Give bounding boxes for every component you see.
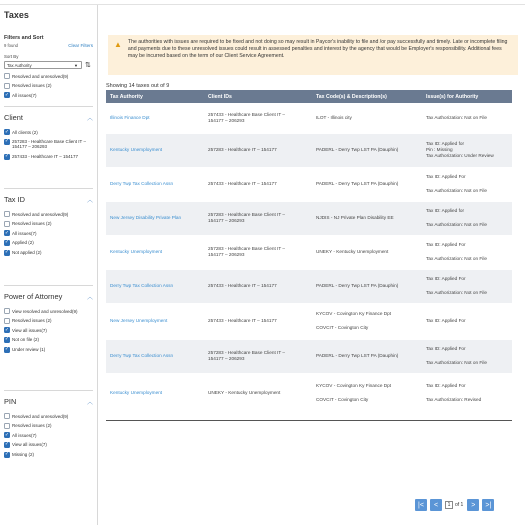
filter-option-label: Under review (1) (12, 347, 46, 353)
tax-code-line: ILOT - Illinois city (316, 114, 352, 120)
filter-option[interactable] (4, 347, 93, 353)
filter-option[interactable] (4, 250, 93, 256)
cell-tax-codes (312, 269, 422, 303)
filter-option-label: 257433 - Healthcare IT – 154177 (12, 154, 78, 160)
issue-line: Tax Authorization: Not on File (426, 114, 487, 120)
checkbox-checked-icon[interactable]: ✓ (4, 451, 10, 458)
issue-line: Tax ID: Applied for (426, 208, 465, 213)
client-id-line: 257283 - Healthcare Base Client IT – (208, 246, 286, 251)
showing-count: Showing 14 taxes out of 9 (106, 83, 170, 89)
checkbox-checked-icon[interactable]: ✓ (4, 229, 10, 236)
cell-tax-authority (106, 167, 204, 201)
table-row (106, 303, 512, 339)
checkbox-checked-icon[interactable]: ✓ (4, 431, 10, 438)
sort-order-icon[interactable]: ⇅ (85, 61, 91, 69)
filters-title: Filters and Sort (4, 35, 44, 41)
chevron-up-icon[interactable]: ︿ (86, 198, 93, 205)
issue-line: Tax ID: Applied For (426, 346, 466, 351)
filter-group-tax-id (4, 188, 93, 285)
clear-filters-link[interactable]: Clear Filters (68, 43, 93, 48)
group-title-pin: PIN (4, 397, 17, 407)
filter-option[interactable] (4, 413, 93, 419)
filter-option[interactable] (4, 423, 93, 429)
checkbox-checked-icon[interactable]: ✓ (4, 239, 10, 246)
cell-tax-codes (312, 167, 422, 201)
cell-issues (422, 373, 512, 413)
tax-authority-link[interactable]: Kentucky Unemployment (110, 249, 163, 254)
client-id-line: 154177 – 206293 (208, 252, 245, 257)
tax-authority-link[interactable]: Derry Twp Tax Collection Assn (110, 353, 174, 358)
cell-issues (422, 303, 512, 339)
cell-tax-codes (312, 201, 422, 235)
filter-option-label: All clients (2) (12, 129, 38, 135)
client-id-line: 257433 - Healthcare IT – 154177 (208, 318, 277, 323)
filter-option-label: View all issues(7) (12, 442, 47, 448)
checkbox-icon[interactable] (4, 211, 10, 217)
tax-code-line: PADERL - Derry Twp LST PA (Dauphin) (316, 181, 399, 186)
filter-group-client (4, 106, 93, 188)
cell-tax-authority (106, 133, 204, 167)
issue-line: Tax ID: Applied for (426, 141, 465, 146)
cell-issues (422, 339, 512, 373)
pagination (415, 499, 497, 511)
header-client-ids[interactable]: Client IDs (204, 90, 312, 103)
filter-option[interactable] (4, 92, 93, 98)
chevron-up-icon[interactable]: ︿ (86, 116, 93, 123)
issue-line: Tax ID: Applied For (426, 383, 466, 388)
client-id-line: 154177 – 206293 (208, 356, 245, 361)
filter-option-label: All issues(7) (12, 432, 37, 438)
alert-text: The authorities with issues are required to be fixed and not doing so may result in Paycor's inability to file and /or pay successfully and timely. Late or incomplete filing and payments due to these unresolved issues could result in assessed penalties and interest by the agency that would be Employer's responsibility. Additional fees may be incurred based on the term of our Client Service Agreement. (127, 39, 508, 59)
checkbox-checked-icon[interactable]: ✓ (4, 138, 10, 145)
table-bottom-rule (106, 420, 512, 421)
next-page-button[interactable]: > (467, 499, 479, 511)
cell-issues (422, 103, 512, 133)
tax-authority-link[interactable]: Kentucky Unemployment (110, 147, 163, 152)
filter-option-label: All issues(7) (12, 230, 37, 236)
cell-client-ids (204, 373, 312, 413)
filter-option-label: Resolved and unresolved(9) (12, 413, 69, 419)
sort-by-label: Sort By (4, 54, 19, 59)
filter-group-pin (4, 390, 93, 457)
issue-line: Tax ID: Applied For (426, 276, 466, 281)
cell-tax-authority (106, 269, 204, 303)
tax-authority-link[interactable]: Kentucky Unemployment (110, 390, 163, 395)
cell-issues (422, 201, 512, 235)
filter-option[interactable] (4, 154, 93, 160)
cell-issues (422, 235, 512, 269)
issue-line: Tax Authorization: Not on File (426, 188, 487, 193)
issue-line: Tax ID: Applied For (426, 242, 466, 247)
filter-option-label: Not applied (2) (12, 250, 42, 256)
cell-client-ids (204, 103, 312, 133)
checkbox-checked-icon[interactable]: ✓ (4, 326, 10, 333)
group-title-client: Client (4, 113, 23, 123)
checkbox-checked-icon[interactable]: ✓ (4, 128, 10, 135)
prev-page-button[interactable]: < (430, 499, 442, 511)
filter-option[interactable] (4, 308, 93, 314)
last-page-button[interactable]: >| (482, 499, 494, 511)
issue-line: Tax Authorization: Not on File (426, 222, 487, 227)
cell-tax-codes (312, 303, 422, 339)
filters-sidebar (0, 5, 98, 525)
tax-authority-link[interactable]: New Jersey Unemployment (110, 318, 168, 323)
filter-option[interactable] (4, 318, 93, 324)
tax-code-line: PADERL - Derry Twp LST PA (Dauphin) (316, 147, 399, 152)
main-content (106, 5, 520, 421)
filter-option-label: Missing (2) (12, 452, 35, 458)
taxes-table (106, 90, 512, 414)
tax-code-line: KYCOV - Covington Ky Finance Dpt (316, 383, 392, 388)
checkbox-icon[interactable] (4, 73, 10, 79)
filter-option-label: View resolved and unresolved(9) (12, 308, 78, 314)
filter-option[interactable] (4, 221, 93, 227)
tax-authority-link[interactable]: Illinois Finance Dpt (110, 114, 150, 120)
client-id-line: 257283 - Healthcare Base Client IT – (208, 212, 286, 217)
issue-line: Tax Authorization: Not on File (426, 360, 487, 365)
tax-code-line: PADERL - Derry Twp LST PA (Dauphin) (316, 353, 399, 358)
issue-line: Tax Authorization: Revised (426, 397, 482, 402)
sort-by-value: Tax Authority (7, 62, 32, 68)
filter-option-label: Applied (2) (12, 240, 34, 246)
cell-client-ids (204, 235, 312, 269)
filter-option[interactable] (4, 83, 93, 89)
client-id-line: 154177 – 206293 (208, 218, 245, 223)
tax-code-line: COVCIT - Covington City (316, 397, 369, 402)
tax-code-line: KYCOV - Covington Ky Finance Dpt (316, 311, 392, 316)
cell-tax-authority (106, 103, 204, 133)
client-id-line: 257433 - Healthcare IT – 154177 (208, 181, 277, 186)
checkbox-checked-icon[interactable]: ✓ (4, 249, 10, 256)
cell-issues (422, 167, 512, 201)
cell-tax-authority (106, 303, 204, 339)
client-id-line: 154177 – 206293 (208, 117, 245, 123)
filter-option[interactable] (4, 211, 93, 217)
chevron-up-icon[interactable]: ︿ (86, 400, 93, 407)
cell-client-ids (204, 303, 312, 339)
checkbox-icon[interactable] (4, 221, 10, 227)
table-row (106, 133, 512, 167)
cell-client-ids (204, 133, 312, 167)
cell-tax-authority (106, 201, 204, 235)
filter-option[interactable] (4, 432, 93, 438)
tax-authority-link[interactable]: New Jersey Disability Private Plan (110, 215, 182, 220)
filter-option-label: Resolved and unresolved(9) (12, 211, 69, 217)
first-page-button[interactable]: |< (415, 499, 427, 511)
caret-down-icon: ▼ (74, 62, 78, 68)
cell-issues (422, 133, 512, 167)
tax-code-line: NJDIS - NJ Private Plan Disability EE (316, 215, 394, 220)
filter-group-power-of-attorney (4, 285, 93, 390)
cell-issues (422, 269, 512, 303)
tax-code-line: COVCIT - Covington City (316, 325, 369, 330)
filter-option-label: Resolved issues (2) (12, 318, 52, 324)
checkbox-icon[interactable] (4, 423, 10, 429)
filter-option-label: 257283 - Healthcare Base Client IT – 154177 – 206293 (12, 138, 86, 150)
group-title-power-of-attorney: Power of Attorney (4, 292, 63, 302)
table-row (106, 339, 512, 373)
page-number-input[interactable]: 1 (445, 501, 453, 509)
checkbox-icon[interactable] (4, 83, 10, 89)
table-row (106, 167, 512, 201)
filter-option-label: Resolved issues (2) (12, 423, 52, 429)
table-header-row (106, 90, 512, 103)
filter-option[interactable] (4, 452, 93, 458)
filter-option[interactable] (4, 129, 93, 135)
issue-line: Tax ID: Applied For (426, 174, 466, 179)
cell-client-ids (204, 167, 312, 201)
page-total: of 1 (455, 502, 464, 508)
client-id-line: 257433 - Healthcare Base Client IT – (208, 111, 286, 117)
cell-client-ids (204, 269, 312, 303)
checkbox-checked-icon[interactable]: ✓ (4, 346, 10, 353)
cell-client-ids (204, 201, 312, 235)
filter-option-label: All issues(7) (12, 92, 37, 98)
checkbox-checked-icon[interactable]: ✓ (4, 336, 10, 343)
filter-option[interactable] (4, 337, 93, 343)
page-title: Taxes (4, 10, 29, 20)
filter-option-label: Resolved and unresolved(9) (12, 73, 69, 79)
tax-authority-link[interactable]: Derry Twp Tax Collection Assn (110, 181, 174, 186)
cell-tax-authority (106, 373, 204, 413)
tax-code-line: PADERL - Derry Twp LST PA (Dauphin) (316, 283, 399, 288)
cell-tax-authority (106, 339, 204, 373)
cell-tax-codes (312, 235, 422, 269)
filter-option-label: Resolved issues (2) (12, 83, 52, 89)
checkbox-checked-icon[interactable]: ✓ (4, 91, 10, 98)
filter-option[interactable] (4, 230, 93, 236)
warning-icon: ▲ (114, 40, 122, 49)
checkbox-icon[interactable] (4, 308, 10, 314)
client-id-line: 257283 - Healthcare IT – 154177 (208, 147, 277, 152)
cell-tax-codes (312, 133, 422, 167)
issue-line: Tax Authorization: Not on File (426, 256, 487, 261)
filter-option[interactable] (4, 442, 93, 448)
cell-tax-authority (106, 235, 204, 269)
filter-option-label: View all issues(7) (12, 327, 47, 333)
checkbox-icon[interactable] (4, 318, 10, 324)
filter-option-label: Not on file (2) (12, 337, 40, 343)
issue-line: Tax ID: Applied For (426, 318, 466, 323)
cell-client-ids (204, 339, 312, 373)
header-issues[interactable]: Issue(s) for Authority (422, 90, 512, 103)
filter-option[interactable] (4, 139, 93, 150)
found-count: 9 found (4, 43, 18, 48)
issue-line: Tax Authorization: Not on File (426, 290, 487, 295)
filter-option[interactable] (4, 327, 93, 333)
client-id-line: UNEKY - Kentucky Unemployment (208, 390, 281, 395)
group-title-tax-id: Tax ID (4, 195, 25, 205)
filter-option[interactable] (4, 240, 93, 246)
cell-tax-codes (312, 339, 422, 373)
header-tax-codes[interactable]: Tax Code(s) & Description(s) (312, 90, 422, 103)
checkbox-checked-icon[interactable]: ✓ (4, 441, 10, 448)
checkbox-icon[interactable] (4, 413, 10, 419)
table-row (106, 269, 512, 303)
warning-alert (108, 35, 518, 75)
tax-code-line: UNEKY - Kentucky Unemployment (316, 249, 389, 254)
header-tax-authority[interactable]: Tax Authority (106, 90, 204, 103)
client-id-line: 257283 - Healthcare Base Client IT – (208, 350, 286, 355)
table-row (106, 201, 512, 235)
sort-by-select[interactable] (4, 61, 82, 69)
cell-tax-codes (312, 373, 422, 413)
cell-tax-codes (312, 103, 422, 133)
filter-option-label: Resolved issues (2) (12, 221, 52, 227)
table-row (106, 235, 512, 269)
tax-authority-link[interactable]: Derry Twp Tax Collection Assn (110, 283, 174, 288)
issue-line: Tax Authorization: Under Review (426, 153, 494, 158)
filter-option[interactable] (4, 73, 93, 79)
issue-line: Pin : Missing (426, 147, 453, 152)
client-id-line: 257433 - Healthcare IT – 154177 (208, 283, 277, 288)
table-row (106, 103, 512, 133)
checkbox-checked-icon[interactable]: ✓ (4, 153, 10, 160)
table-row (106, 373, 512, 413)
chevron-up-icon[interactable]: ︿ (86, 295, 93, 302)
